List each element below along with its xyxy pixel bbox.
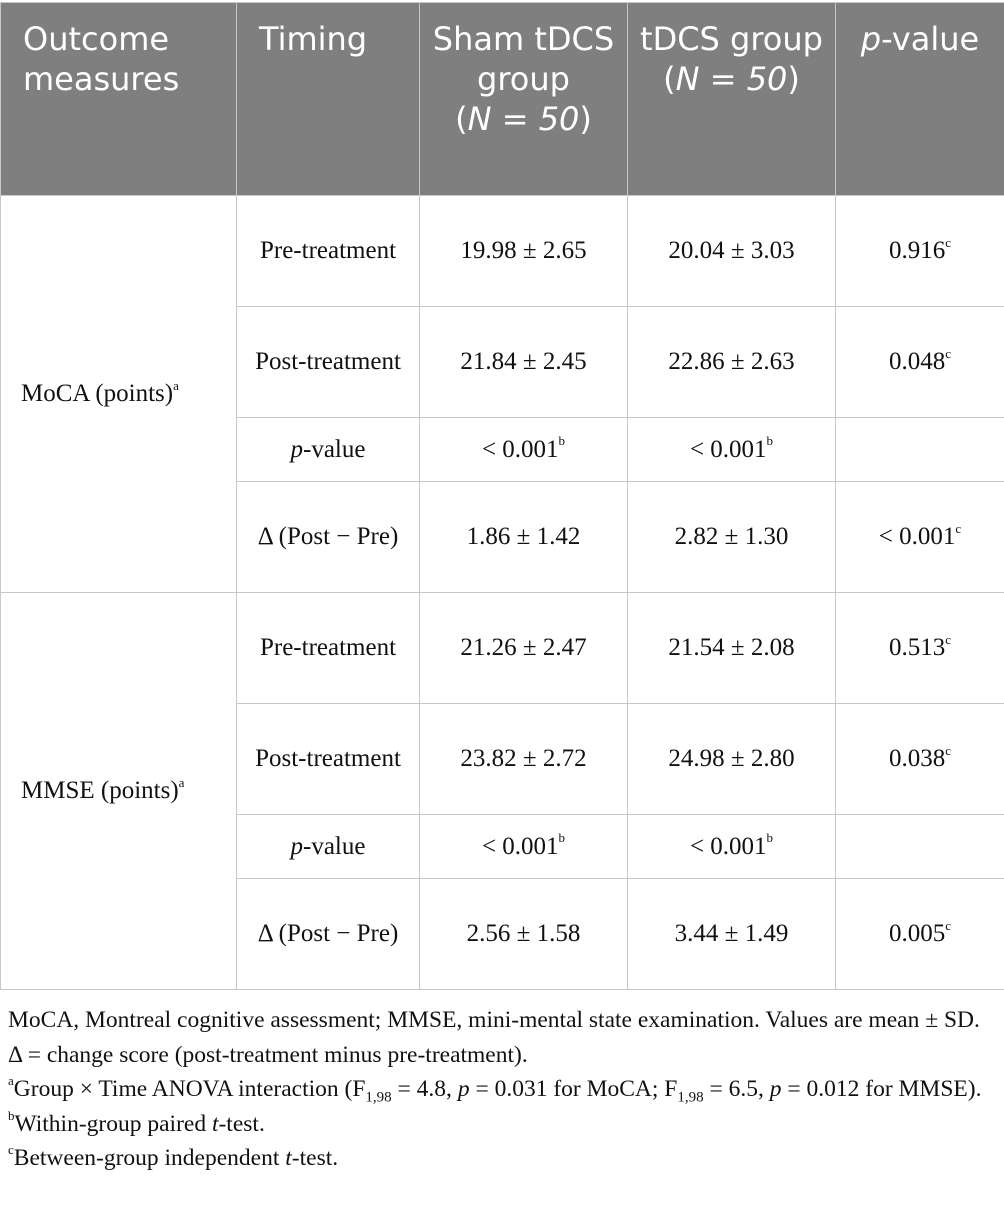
timing-cell: p-value — [237, 815, 420, 879]
header-timing: Timing — [237, 3, 420, 196]
tdcs-cell: 24.98 ± 2.80 — [628, 704, 836, 815]
p-cell: 0.038$^c$ — [836, 704, 1004, 815]
sham-cell: 1.86 ± 1.42 — [420, 482, 628, 593]
footnote-b: $^b$Within-group paired t-test. — [8, 1107, 265, 1137]
sham-cell: < 0.001$^b$ — [420, 815, 628, 879]
sham-cell: < 0.001$^b$ — [420, 418, 628, 482]
sham-cell: 2.56 ± 1.58 — [420, 879, 628, 990]
p-cell — [836, 815, 1004, 879]
header-sham-n: N = 50 — [467, 100, 580, 138]
header-p-italic: p — [860, 20, 882, 58]
table-row — [1, 593, 1004, 704]
table-row — [1, 196, 1004, 307]
p-cell: < 0.001$^c$ — [836, 482, 1004, 593]
timing-cell: Post-treatment — [237, 704, 420, 815]
header-row — [1, 3, 1004, 196]
sham-cell: 21.84 ± 2.45 — [420, 307, 628, 418]
header-tdcs-n: N = 50 — [675, 60, 788, 98]
header-sham-group: Sham tDCS group (N = 50) — [420, 3, 628, 196]
tdcs-cell: < 0.001$^b$ — [628, 815, 836, 879]
measure-mmse: MMSE (points)$^a$ — [1, 593, 237, 990]
tdcs-cell: < 0.001$^b$ — [628, 418, 836, 482]
timing-cell: Pre-treatment — [237, 196, 420, 307]
timing-cell: Post-treatment — [237, 307, 420, 418]
footnote-c: $^c$Between-group independent t-test. — [8, 1142, 339, 1171]
timing-cell: p-value — [237, 418, 420, 482]
tdcs-cell: 21.54 ± 2.08 — [628, 593, 836, 704]
header-outcome: Outcome measures — [1, 3, 237, 196]
footnote-a: $^a$Group × Time ANOVA interaction ($F_{1,98} = 4.8$, p = 0.031 for MoCA; $F_{1,98} = 6.5$, p = 0.012 for MMSE). — [8, 1073, 982, 1106]
sham-cell: 23.82 ± 2.72 — [420, 704, 628, 815]
timing-cell: Pre-treatment — [237, 593, 420, 704]
sham-cell: 21.26 ± 2.47 — [420, 593, 628, 704]
p-cell: 0.005$^c$ — [836, 879, 1004, 990]
timing-cell: Δ (Post − Pre) — [237, 879, 420, 990]
header-p-rest: -value — [881, 20, 980, 58]
p-cell — [836, 418, 1004, 482]
header-p-value — [836, 3, 1004, 196]
header-tdcs-group: tDCS group (N = 50) — [628, 3, 836, 196]
tdcs-cell: 20.04 ± 3.03 — [628, 196, 836, 307]
measure-moca: MoCA (points)$^a$ — [1, 196, 237, 593]
tdcs-cell: 3.44 ± 1.49 — [628, 879, 836, 990]
header-sham-label: Sham tDCS group — [432, 20, 615, 98]
p-cell: 0.048$^c$ — [836, 307, 1004, 418]
p-cell: 0.513$^c$ — [836, 593, 1004, 704]
tdcs-cell: 22.86 ± 2.63 — [628, 307, 836, 418]
table-footnotes — [8, 1003, 998, 1176]
footnote-abbreviations: MoCA, Montreal cognitive assessment; MMSE, mini-mental state examination. Values are mean ± SD. Δ = change score (post-treatment minus pre-treatment). — [8, 1007, 980, 1068]
p-cell: 0.916$^c$ — [836, 196, 1004, 307]
sham-cell: 19.98 ± 2.65 — [420, 196, 628, 307]
header-tdcs-label: tDCS group — [640, 20, 823, 58]
tdcs-cell: 2.82 ± 1.30 — [628, 482, 836, 593]
results-table — [0, 2, 1004, 990]
timing-cell: Δ (Post − Pre) — [237, 482, 420, 593]
